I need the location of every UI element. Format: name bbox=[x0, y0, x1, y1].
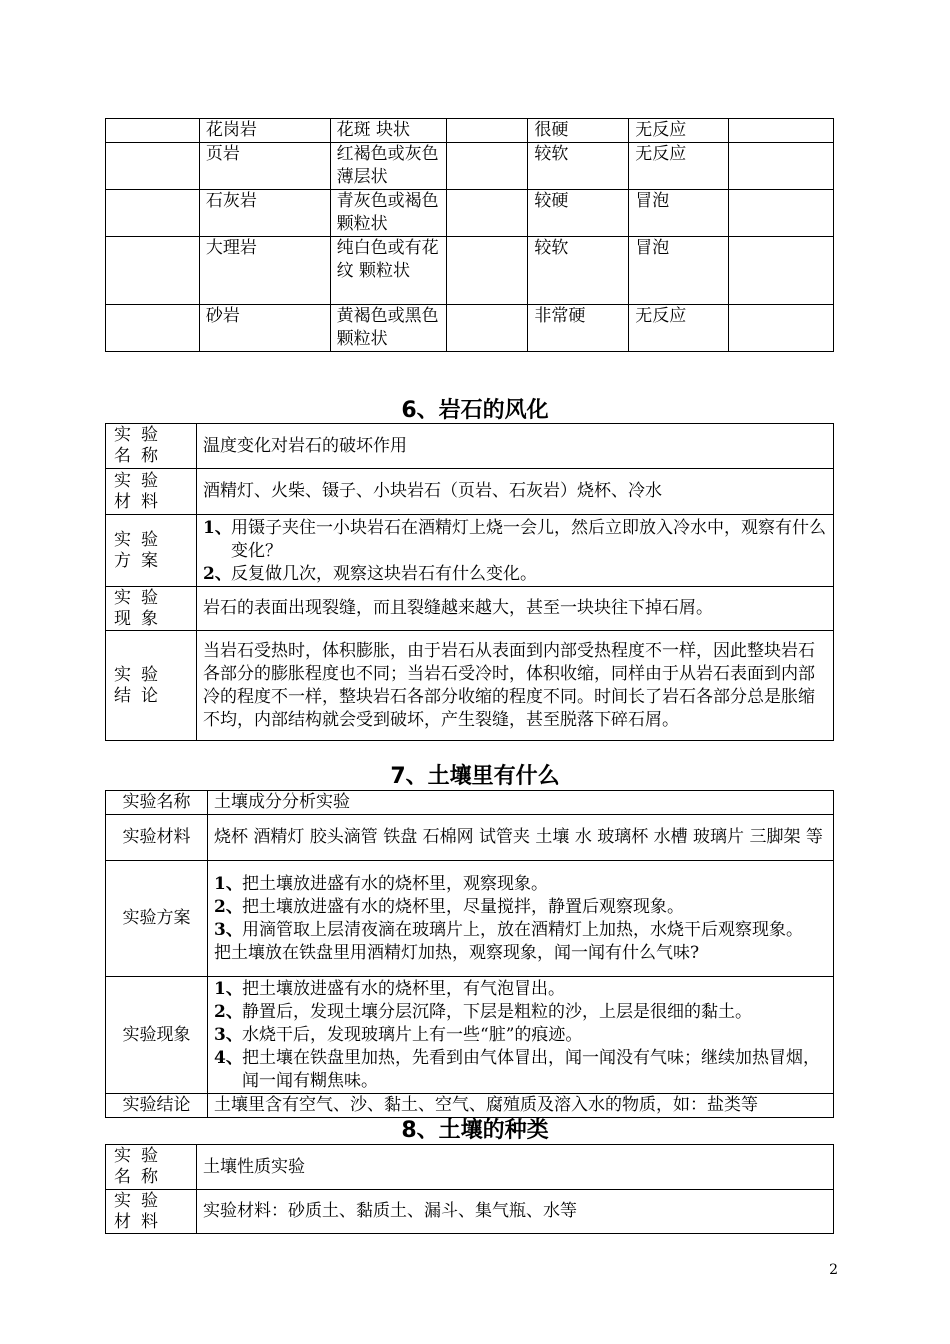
rock-hardness: 较硬 bbox=[528, 190, 629, 237]
section-8-title: 8、土壤的种类 bbox=[401, 1117, 549, 1143]
rock-table bbox=[105, 118, 834, 352]
plan-step bbox=[214, 873, 827, 896]
experiment-conclusion: 当岩石受热时，体积膨胀，由于岩石从表面到内部受热程度不一样，因此整块岩石各部分的膨胀程度也不同；当岩石受冷时，体积收缩，同样由于从岩石表面到内部冷的程度不一样，整块岩石各部分收缩的程度不同。时间长了岩石各部分总是胀缩不均，内部结构就会受到破坏，产生裂缝，甚至脱落下碎石屑。 bbox=[197, 631, 834, 741]
blank-cell bbox=[729, 305, 834, 352]
rock-reaction: 冒泡 bbox=[629, 237, 729, 305]
label-name: 实验名称 bbox=[106, 791, 208, 815]
plan-step bbox=[214, 896, 827, 919]
step-text: 静置后，发现土壤分层沉降，下层是粗粒的沙，上层是很细的黏土。 bbox=[242, 1001, 752, 1022]
phenomenon-step bbox=[214, 1001, 827, 1024]
blank-cell bbox=[729, 237, 834, 305]
experiment-materials: 实验材料：砂质土、黏质土、漏斗、集气瓶、水等 bbox=[197, 1190, 834, 1234]
experiment-name: 土壤性质实验 bbox=[197, 1145, 834, 1190]
rock-appearance: 黄褐色或黑色 颗粒状 bbox=[330, 305, 446, 352]
step-number: 1、 bbox=[203, 518, 232, 538]
rock-row bbox=[106, 119, 834, 143]
experiment-name: 温度变化对岩石的破坏作用 bbox=[197, 424, 834, 469]
rock-appearance: 纯白色或有花纹 颗粒状 bbox=[330, 237, 446, 305]
step-text: 把土壤放进盛有水的烧杯里，尽量搅拌，静置后观察现象。 bbox=[242, 896, 684, 917]
plan-step bbox=[214, 919, 827, 942]
blank-cell bbox=[729, 119, 834, 143]
rock-hardness: 较软 bbox=[528, 143, 629, 190]
blank-cell bbox=[729, 143, 834, 190]
label-plan: 实验方案 bbox=[106, 515, 197, 587]
rock-name: 页岩 bbox=[199, 143, 330, 190]
phenomenon-step bbox=[214, 978, 827, 1001]
rock-name: 花岗岩 bbox=[199, 119, 330, 143]
blank-cell bbox=[446, 305, 528, 352]
experiment-materials: 酒精灯、火柴、镊子、小块岩石（页岩、石灰岩）烧杯、冷水 bbox=[197, 469, 834, 515]
rock-row bbox=[106, 305, 834, 352]
phenomenon-step bbox=[214, 1024, 827, 1047]
step-text: 用镊子夹住一小块岩石在酒精灯上烧一会儿，然后立即放入冷水中，观察有什么变化？ bbox=[231, 518, 826, 561]
step-number: 2、 bbox=[214, 1001, 243, 1022]
phenomenon-step bbox=[214, 1047, 827, 1093]
rock-reaction: 无反应 bbox=[629, 305, 729, 352]
label-name: 实验名称 bbox=[106, 1145, 197, 1190]
section-6-table bbox=[105, 423, 834, 741]
rock-name: 大理岩 bbox=[199, 237, 330, 305]
label-name: 实验名称 bbox=[106, 424, 197, 469]
rock-name: 石灰岩 bbox=[199, 190, 330, 237]
plan-extra: 把土壤放在铁盘里用酒精灯加热，观察现象，闻一闻有什么气味? bbox=[214, 942, 700, 963]
experiment-materials: 烧杯 酒精灯 胶头滴管 铁盘 石棉网 试管夹 土壤 水 玻璃杯 水槽 玻璃片 三脚架 等 bbox=[208, 815, 834, 861]
rock-reaction: 无反应 bbox=[629, 143, 729, 190]
plan-steps bbox=[203, 517, 827, 586]
section-7-table bbox=[105, 790, 834, 1118]
step-text: 把土壤在铁盘里加热，先看到由气体冒出，闻一闻没有气味；继续加热冒烟，闻一闻有糊焦味。 bbox=[242, 1047, 820, 1091]
plan-step bbox=[203, 563, 827, 586]
label-conclusion: 实验结论 bbox=[106, 1094, 208, 1118]
label-materials: 实验材料 bbox=[106, 1190, 197, 1234]
blank-cell bbox=[446, 237, 528, 305]
section-7-title: 7、土壤里有什么 bbox=[390, 763, 560, 789]
rock-hardness: 较软 bbox=[528, 237, 629, 305]
step-number: 1、 bbox=[214, 873, 243, 894]
step-text: 用滴管取上层清夜滴在玻璃片上，放在酒精灯上加热，水烧干后观察现象。 bbox=[242, 919, 803, 940]
blank-cell bbox=[106, 143, 200, 190]
rock-row bbox=[106, 237, 834, 305]
blank-cell bbox=[106, 119, 200, 143]
experiment-phenomenon bbox=[208, 977, 834, 1094]
section-8-table bbox=[105, 1144, 834, 1234]
plan-steps bbox=[214, 873, 827, 942]
step-text: 反复做几次，观察这块岩石有什么变化。 bbox=[231, 564, 537, 584]
step-number: 4、 bbox=[214, 1047, 243, 1068]
page-number: 2 bbox=[829, 1262, 838, 1278]
rock-hardness: 很硬 bbox=[528, 119, 629, 143]
step-number: 3、 bbox=[214, 919, 243, 940]
rock-appearance: 青灰色或褐色 颗粒状 bbox=[330, 190, 446, 237]
phenomenon-steps bbox=[214, 978, 827, 1093]
plan-step bbox=[203, 517, 827, 563]
section-6-title: 6、岩石的风化 bbox=[401, 397, 549, 423]
rock-row bbox=[106, 143, 834, 190]
label-plan: 实验方案 bbox=[106, 861, 208, 977]
blank-cell bbox=[446, 190, 528, 237]
step-number: 2、 bbox=[203, 564, 232, 584]
blank-cell bbox=[446, 143, 528, 190]
label-conclusion: 实验结论 bbox=[106, 631, 197, 741]
rock-reaction: 无反应 bbox=[629, 119, 729, 143]
rock-hardness: 非常硬 bbox=[528, 305, 629, 352]
blank-cell bbox=[106, 190, 200, 237]
rock-row bbox=[106, 190, 834, 237]
label-materials: 实验材料 bbox=[106, 469, 197, 515]
rock-appearance: 花斑 块状 bbox=[330, 119, 446, 143]
label-phenomenon: 实验现象 bbox=[106, 977, 208, 1094]
experiment-phenomenon: 岩石的表面出现裂缝，而且裂缝越来越大，甚至一块块往下掉石屑。 bbox=[197, 587, 834, 631]
rock-reaction: 冒泡 bbox=[629, 190, 729, 237]
step-number: 3、 bbox=[214, 1024, 243, 1045]
rock-name: 砂岩 bbox=[199, 305, 330, 352]
step-text: 水烧干后，发现玻璃片上有一些“脏”的痕迹。 bbox=[242, 1024, 583, 1045]
blank-cell bbox=[106, 305, 200, 352]
step-text: 把土壤放进盛有水的烧杯里，观察现象。 bbox=[242, 873, 548, 894]
experiment-plan bbox=[197, 515, 834, 587]
step-number: 2、 bbox=[214, 896, 243, 917]
experiment-name: 土壤成分分析实验 bbox=[208, 791, 834, 815]
label-materials: 实验材料 bbox=[106, 815, 208, 861]
rock-appearance: 红褐色或灰色 薄层状 bbox=[330, 143, 446, 190]
experiment-conclusion: 土壤里含有空气、沙、黏土、空气、腐殖质及溶入水的物质，如：盐类等 bbox=[208, 1094, 834, 1118]
experiment-plan bbox=[208, 861, 834, 977]
step-text: 把土壤放进盛有水的烧杯里，有气泡冒出。 bbox=[242, 978, 565, 999]
blank-cell bbox=[106, 237, 200, 305]
rock-table-body bbox=[106, 119, 834, 352]
blank-cell bbox=[729, 190, 834, 237]
label-phenomenon: 实验现象 bbox=[106, 587, 197, 631]
blank-cell bbox=[446, 119, 528, 143]
step-number: 1、 bbox=[214, 978, 243, 999]
